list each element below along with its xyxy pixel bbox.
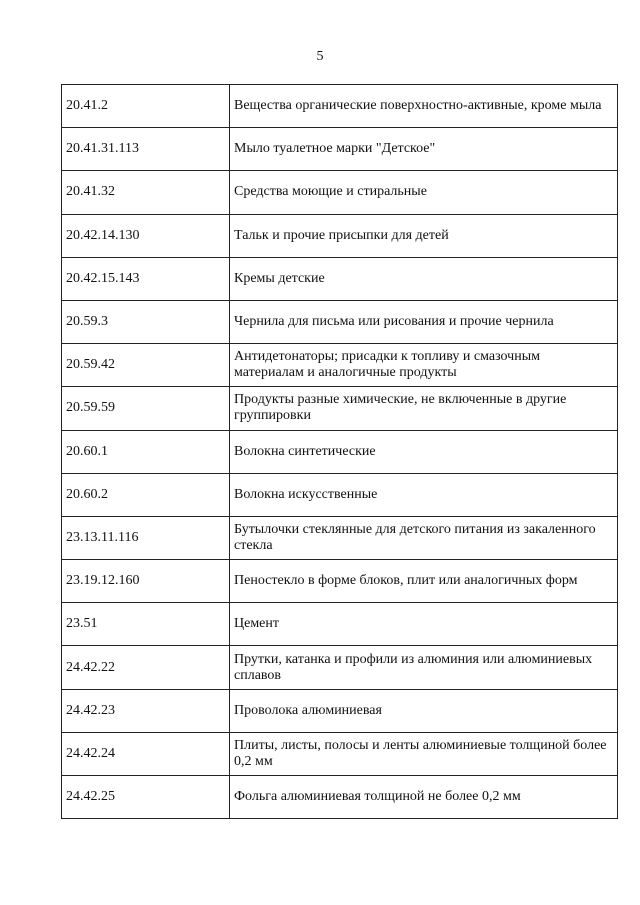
codes-table <box>61 84 618 819</box>
table-row <box>62 732 618 775</box>
code-cell: 24.42.24 <box>62 732 230 775</box>
description-cell: Кремы детские <box>230 257 618 300</box>
code-cell: 20.42.15.143 <box>62 257 230 300</box>
code-cell: 23.51 <box>62 603 230 646</box>
code-cell: 20.42.14.130 <box>62 214 230 257</box>
table-row <box>62 646 618 689</box>
code-cell: 20.41.32 <box>62 171 230 214</box>
code-cell: 20.59.42 <box>62 344 230 387</box>
description-cell: Цемент <box>230 603 618 646</box>
description-cell: Тальк и прочие присыпки для детей <box>230 214 618 257</box>
description-cell: Чернила для письма или рисования и прочие чернила <box>230 300 618 343</box>
table-row <box>62 85 618 128</box>
code-cell: 20.59.59 <box>62 387 230 430</box>
table-row <box>62 387 618 430</box>
code-cell: 20.59.3 <box>62 300 230 343</box>
code-cell: 23.13.11.116 <box>62 516 230 559</box>
description-cell: Плиты, листы, полосы и ленты алюминиевые толщиной более 0,2 мм <box>230 732 618 775</box>
table-row <box>62 300 618 343</box>
code-cell: 20.41.31.113 <box>62 128 230 171</box>
description-cell: Волокна искусственные <box>230 473 618 516</box>
description-cell: Волокна синтетические <box>230 430 618 473</box>
table-row <box>62 603 618 646</box>
description-cell: Антидетонаторы; присадки к топливу и смазочным материалам и аналогичные продукты <box>230 344 618 387</box>
table-row <box>62 171 618 214</box>
description-cell: Вещества органические поверхностно-активные, кроме мыла <box>230 85 618 128</box>
description-cell: Прутки, катанка и профили из алюминия или алюминиевых сплавов <box>230 646 618 689</box>
table-row <box>62 214 618 257</box>
description-cell: Средства моющие и стиральные <box>230 171 618 214</box>
table-row <box>62 689 618 732</box>
code-cell: 24.42.22 <box>62 646 230 689</box>
table-row <box>62 344 618 387</box>
description-cell: Мыло туалетное марки "Детское" <box>230 128 618 171</box>
code-cell: 20.60.1 <box>62 430 230 473</box>
page-number: 5 <box>316 49 324 64</box>
table-row <box>62 560 618 603</box>
code-cell: 20.41.2 <box>62 85 230 128</box>
table-row <box>62 430 618 473</box>
description-cell: Фольга алюминиевая толщиной не более 0,2 мм <box>230 776 618 819</box>
table-row <box>62 473 618 516</box>
table-row <box>62 776 618 819</box>
table-row <box>62 257 618 300</box>
description-cell: Бутылочки стеклянные для детского питания из закаленного стекла <box>230 516 618 559</box>
description-cell: Продукты разные химические, не включенные в другие группировки <box>230 387 618 430</box>
code-cell: 23.19.12.160 <box>62 560 230 603</box>
code-cell: 20.60.2 <box>62 473 230 516</box>
code-cell: 24.42.25 <box>62 776 230 819</box>
table-row <box>62 128 618 171</box>
code-cell: 24.42.23 <box>62 689 230 732</box>
description-cell: Пеностекло в форме блоков, плит или аналогичных форм <box>230 560 618 603</box>
description-cell: Проволока алюминиевая <box>230 689 618 732</box>
table-row <box>62 516 618 559</box>
